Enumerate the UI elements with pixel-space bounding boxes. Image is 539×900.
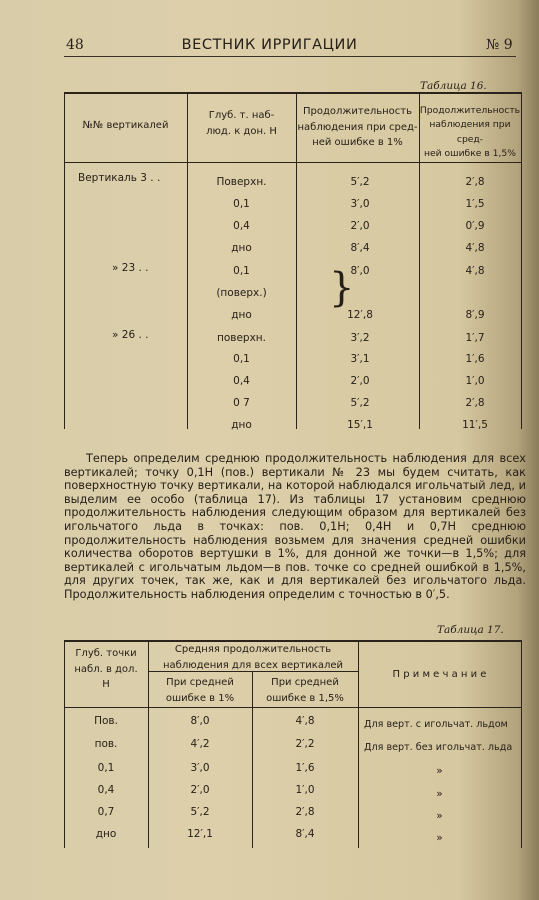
table17-header-group [148,642,358,673]
table16-cell-duration-1pct: 3′,0 [350,198,370,210]
table17-cell-value-15pct: 2′,2 [295,738,315,750]
header-line: наблюдения при сред- [429,119,511,145]
table16-cell-depth: 0,1 [233,265,250,277]
table16-cell-duration-15pct: 1′,0 [465,375,485,387]
header-line: Продолжительность [302,106,413,117]
table16-cell-duration-1pct: 3′,2 [350,332,370,344]
brace-mark: } [329,265,355,311]
table16-header-duration-1pct [296,104,419,151]
table16-cell-depth: дно [231,242,252,254]
table16-cell-depth: 0,4 [233,375,250,387]
table16-cell-duration-1pct: 8′,4 [350,242,370,254]
header-line: ошибке в 1% [165,692,235,704]
table16-header-duration-15pct [419,104,521,161]
table16-cell-vertical: » 26 . . [112,329,149,341]
table17-cell-depth: Пов. [94,715,118,727]
table16-cell-duration-1pct: 2′,0 [350,220,370,232]
table16-cell-duration-15pct: 4′,8 [465,242,485,254]
table17-cell-note: » [436,765,443,777]
table16-cell-duration-15pct: 1′,7 [465,332,485,344]
table17-cell-value-15pct: 1′,6 [295,762,315,774]
table17-header-rule [64,707,522,708]
table17-cell-depth: 0,7 [97,806,115,818]
table17-cell-note: » [436,832,443,844]
body-paragraph [64,452,526,602]
table16-cell-duration-15pct: 0′,9 [465,220,485,232]
table17-cell-value-15pct: 1′,0 [295,784,315,796]
header-line: набл. в дол. [74,663,138,675]
table16-cell-duration-15pct: 8′,9 [465,309,485,321]
table16-cell-duration-15pct: 1′,6 [465,353,485,365]
table17-caption: Таблица 17. [437,624,504,636]
table16-cell-duration-15pct: 1′,5 [465,198,485,210]
table16-cell-depth: 0 7 [233,397,250,409]
table17-cell-note: Для верт. с игольчат. льдом [364,719,508,730]
table17-header-sub-1pct [148,675,252,706]
table16-right-border [521,92,522,429]
table17-cell-value-1pct: 8′,0 [190,715,210,727]
table16-cell-depth: 0,1 [233,198,250,210]
header-line: Глуб. точки [75,648,137,659]
table17-cell-value-1pct: 12′,1 [187,828,213,840]
table17-cell-depth: 0,4 [97,784,115,796]
table16-cell-depth: 0,1 [233,353,250,365]
table16-cell-depth: 0,4 [233,220,250,232]
table16-cell-depth: поверхн. [216,332,267,344]
header-line: Н [102,679,110,690]
table17-cell-note: » [436,788,443,800]
table17-cell-depth: дно [95,828,117,840]
header-line: При средней [166,677,234,688]
table16-cell-duration-1pct: 2′,0 [350,375,370,387]
table17-cell-note: Для верт. без игольчат. льда [364,742,513,753]
table17-cell-note: » [436,810,443,822]
table16-cell-duration-1pct: 15′,1 [347,419,373,431]
header-rule [64,56,516,57]
table17-cell-value-1pct: 4′,2 [190,738,210,750]
table16-cell-duration-1pct: 5′,2 [350,176,370,188]
table16-caption: Таблица 16. [420,80,487,92]
header-line: ней ошибке в 1,5% [423,147,516,159]
table17-header-sub-15pct [252,675,358,706]
table16-top-rule [64,92,522,94]
table16-cell-depth: Поверхн. [216,176,267,188]
header-line: Продолжительность [419,105,521,116]
header-line: Средняя продолжительность [174,644,332,655]
table17-cell-value-15pct: 2′,8 [295,806,315,818]
header-line: наблюдения для всех вертикалей [162,659,343,671]
table16-cell-duration-1pct: 12′,8 [347,309,373,321]
header-line: ней ошибке в 1% [312,137,403,148]
page-number: 48 [66,37,84,53]
table16-header-rule [64,162,522,163]
table17-cell-depth: 0,1 [97,762,115,774]
table16-left-border [64,92,65,429]
header-line: Глуб. т. наб- [208,110,275,121]
table17-header-depth [64,646,148,693]
table17-cell-value-1pct: 3′,0 [190,762,210,774]
journal-title: ВЕСТНИК ИРРИГАЦИИ [181,37,358,53]
table16-cell-duration-15pct: 4′,8 [465,265,485,277]
table16-cell-depth: дно [231,419,252,431]
table16-cell-duration-15pct: 2′,8 [465,176,485,188]
table16-cell-depth: дно [231,309,252,321]
table16-cell-depth: (поверх.) [216,287,267,299]
table17-header-note: П р и м е ч а н и е [392,669,487,680]
table16-header-depth [187,108,296,139]
header-line: ошибке в 1,5% [266,692,344,704]
table16-cell-duration-1pct: 3′,1 [350,353,370,365]
table16-header-verticals: №№ вертикалей [82,120,169,131]
table16-cell-duration-1pct: 8′,0 [350,265,370,277]
table17-cell-depth: пов. [94,738,118,750]
table17-cell-value-15pct: 8′,4 [295,828,315,840]
table17-right-border [521,640,522,848]
table16-cell-duration-15pct: 11′,5 [462,419,488,431]
table17-cell-value-1pct: 5′,2 [190,806,210,818]
header-line: наблюдения при сред- [297,121,418,133]
table17-cell-value-1pct: 2′,0 [190,784,210,796]
table16-cell-vertical: » 23 . . [112,262,149,274]
table16-cell-vertical: Вертикаль 3 . . [78,172,161,184]
table16-cell-duration-15pct: 2′,8 [465,397,485,409]
header-line: люд. к дон. Н [206,125,277,137]
header-line: При средней [271,677,339,688]
table16-cell-duration-1pct: 5′,2 [350,397,370,409]
paragraph-text: Теперь определим среднюю продолжительность наблюдения для всех вертикалей; точку 0,1Н (пов.) вертикали № 23 мы будем считать, как поверхностную точку вертикали, на которой наблюдался игольчатый лед, и выделим ее особо (таблица 17). Из таблицы 17 установим среднюю продолжительность наблюдения следующим образом для вертикалей без игольчатого льда в точках: пов. 0,1Н; 0,4Н и 0,7Н среднюю продолжительность наблюдения возьмем для значения средней ошибки количества оборотов вертушки в 1%, для донной же точки—в 1,5%; для вертикалей с игольчатым льдом—в пов. точке со средней ошибкой в 1,5%, для других точек, так же, как и для вертикалей без игольчатого льда. Продолжительность наблюдения определим с точностью в 0′,5. [64,452,526,601]
table17-cell-value-15pct: 4′,8 [295,715,315,727]
issue-number: № 9 [486,37,513,53]
